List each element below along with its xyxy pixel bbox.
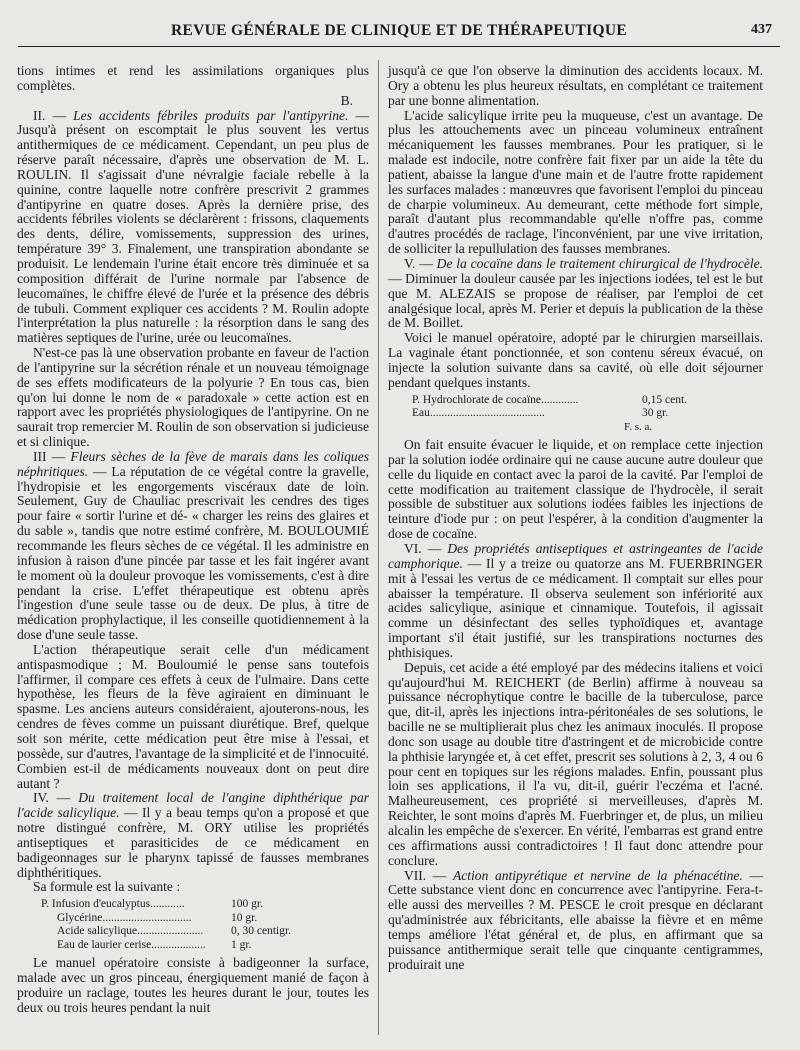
section-number: V. — <box>404 255 433 271</box>
paragraph: L'action thérapeutique serait celle d'un médicament antispasmodique ; M. Bouloumié le pense sans toutefois l'affirmer, il compare ces effets à ceux de l'ulmaire. Dans cette hypothèse, les fleurs de la fève agiraient en diminuant le spasme. Les anciens auteurs considéraient, ajouterons-nous, les cendres de fèves comme un puissant diurétique. Bref, quelque soit son mérite, cette médication peut être mise à l'essai, et possède, sur d'autres, l'avantage de la simplicité et de l'innocuité. Combien est-il de médicaments nouveaux dont on peut dire autant ? <box>17 641 369 791</box>
left-column <box>17 64 369 1016</box>
paragraph: Sa formule est la suivante : <box>33 879 181 895</box>
section-text: — La réputation de ce végétal contre la gravelle, l'hydropisie et les engorgements viscéraux date de loin. Seulement, Guy de Chauliac prescrivait les cendres des tiges pour faire « sortir l'urine et dé- « charger les reins des glaires et du sable », tandis que notre estimé confrère, M. BOULOUMIÉ recommande les fleurs sèches de ce végétal. Il les administre en infusion à raison d'une pincée par tasse et les fait ingérer avant le moment où la douleur provoque les vomissements, c'est à dire pendant la crise. L'effet thérapeutique est obtenu après l'ingestion d'une seule tasse ou de deux. De plus, à titre de médication prophylactique, il les conseille quotidiennement à la dose d'une seule tasse. <box>17 463 369 643</box>
formula-fsa: F. s. a. <box>624 420 653 433</box>
section-text: — Cette substance vient donc en concurrence avec l'antipyrine. Fera-t-elle aussi des merveilles ? M. PESCE le croit presque en déclarant qu'administrée aux fébricitants, elle abaisse la fièvre et en même temps améliore l'état général et, de plus, en affirmant que sa puissance antithermique serait telle que cinquante centigrammes, produirait une <box>388 867 763 972</box>
paragraph: Le manuel opératoire consiste à badigeonner la surface, malade avec un gros pinceau, énergiquement manié de façon à produire un raclage, toutes les heures durant le jour, toutes les deux ou trois heures pendant la nuit <box>17 955 369 1015</box>
formula-row: Acide salicylique....................... 0, 30 centigr. <box>57 925 292 938</box>
right-column <box>388 64 763 972</box>
section-number: II. — <box>33 107 67 123</box>
prescription-formula <box>41 898 369 952</box>
section-text: — Jusqu'à présent on escomptait le plus souvent les vertus antithermiques de ce médicament. Cependant, un peu plus de réserve paraît nécessaire, d'après une observation de M. L. ROULIN. Il s'agissait d'une névralgie faciale rebelle à la quinine, contre laquelle notre confrère prescrivit 2 grammes d'antipyrine en quatre doses. Après la dernière prise, des accidents fébriles violents se déclarèrent : frissons, claquements des dents, délire, vomissements, suppression des urines, température 39° 3. Finalement, une transpiration abondante se produisit. Le lendemain l'urine était encore très diminuée et sa composition différait de l'urine normale par l'absence de leucomaïnes, le chiffre élevé de l'urée et la présence des débris de tubuli. Comment expliquer ces accidents ? M. Roulin adopte l'interprétation la plus naturelle : la résorption dans le sang des matières septiques de l'urine, urée ou leucomaïnes. <box>17 107 370 346</box>
running-header <box>18 20 780 47</box>
section-v <box>388 257 763 331</box>
section-number: VII. — <box>404 867 447 883</box>
section-number: III — <box>33 448 66 464</box>
section-vii <box>388 869 763 973</box>
page-number: 437 <box>751 22 772 37</box>
journal-title: REVUE GÉNÉRALE DE CLINIQUE ET DE THÉRAPEUTIQUE <box>171 22 627 39</box>
section-iv <box>17 791 369 880</box>
section-text: — Il y a treize ou quatorze ans M. FUERBRINGER mit à l'essai les vertus de ce médicament. Il comptait sur elles pour abaisser la température. Il observa seulement son infériorité aux acides salicylique, asinique et cinnamique. Toutefois, il agissait comme un désinfectant des selles typhoïdiques et, avantage important s'il était justifié, sur les transpirations nocturnes des phthisiques. <box>388 555 763 660</box>
column-divider <box>378 60 379 1035</box>
section-text: — Il y a beau temps qu'on a proposé et que notre distingué confrère, M. ORY utilise les propriétés antiseptiques et parasiticides de ce médicament en badigeonnages sur le pharynx tapissé de fausses membranes diphthéritiques. <box>17 805 369 880</box>
paragraph: Depuis, cet acide a été employé par des médecins italiens et voici qu'aujourd'hui M. REICHERT (de Berlin) affirme à nouveau sa puissance nécrophytique contre le bacille de la tuberculose, parce que, dit-il, après les injections intra-péritonéales de ses solutions, le bacille ne se multiplierait plus chez les animaux inoculés. Il propose donc son usage au double titre d'astringent et de microbicide contre la phthisie laryngée et, à cet effet, prescrit ses solutions à 2, 3, 4 ou 6 pour cent en topiques sur les régions malades. Enfin, poussant plus loin ses applications, il l'a vu, dit-il, guérir l'eczéma et l'acné. Malheureusement, ces propriété si merveilleuses, d'après M. Reichter, le sont moins d'après M. Fuerbringer et, de plus, un milieu alcalin les empêche de s'exercer. En vérité, l'embarras est grand entre ces affirmations aussi contradictoires ! Il faut donc attendre pour conclure. <box>388 659 763 868</box>
formula-row: P. Hydrochlorate de cocaïne............. 0,15 cent. <box>412 393 688 406</box>
author-initial: B. <box>340 92 353 108</box>
section-iii <box>17 450 369 643</box>
section-number: VI. — <box>404 540 442 556</box>
section-number: IV. — <box>33 790 71 806</box>
section-title: Les accidents fébriles produits par l'antipyrine. <box>73 107 349 123</box>
formula-row: Glycérine............................... 10 gr. <box>57 911 258 924</box>
formula-row: Eau de laurier cerise................... 1 gr. <box>57 938 252 951</box>
formula-row: P. Infusion d'eucalyptus............ 100 gr. <box>41 898 263 911</box>
section-vi <box>388 542 763 661</box>
prescription-formula <box>412 394 763 435</box>
section-title: De la cocaïne dans le traitement chirurgical de l'hydrocèle. <box>436 255 764 271</box>
section-ii <box>17 109 369 347</box>
paragraph: tions intimes et rend les assimilations organiques plus complètes. <box>17 63 369 93</box>
paragraph: L'acide salicylique irrite peu la muqueuse, c'est un avantage. De plus les attouchements avec un pinceau volumineux entraînent mécaniquement les fausses membranes. Pour les pratiquer, si le malade est indocile, notre confrère fait fixer par un aide la tête du patient, abaisse la langue d'une main et de l'autre frotte rapidement les surfaces malades : manœuvres que favorisent l'emploi du pinceau de charpie volumineux. Au demeurant, cette méthode fort simple, paraît d'autant plus recommandable qu'elle n'offre pas, comme d'autres procédés de raclage, l'inconvénient, par une vive irritation, de solliciter la repullulation des fausses membranes. <box>388 107 763 257</box>
paragraph: Voici le manuel opératoire, adopté par le chirurgien marseillais. La vaginale étant ponctionnée, et son contenu séreux évacué, on injecte la solution suivante dans sa cavité, où elle doit séjourner pendant quelques instants. <box>388 330 763 390</box>
section-title: Action antipyrétique et nervine de la phénacétine. <box>452 867 743 883</box>
section-text: — Diminuer la douleur causée par les injections iodées, tel est le but que M. ALEZAIS se propose de réaliser, par l'emploi de cet analgésique local, après M. Perier et depuis la publication de la thèse de M. Boillet. <box>388 270 763 331</box>
paragraph: N'est-ce pas là une observation probante en faveur de l'action de l'antipyrine sur la sécrétion rénale et un nouveau témoignage de ses effets modificateurs de la polyurie ? En tous cas, bien qu'on lui donne le nom de « paradoxale » cette action est en rapport avec les propriétés physiologiques de l'antipyrine. On ne saurait trop remercier M. Roulin de son observation si judicieuse et si clinique. <box>17 345 369 450</box>
paragraph: jusqu'à ce que l'on observe la diminution des accidents locaux. M. Ory a obtenu les plus heureux résultats, en complétant ce traitement par une bonne alimentation. <box>388 63 763 108</box>
paragraph: On fait ensuite évacuer le liquide, et on remplace cette injection par la solution iodée ordinaire qui ne cause aucune autre douleur que celle du liquide en contact avec la paroi de la cavité. Par l'emploi de cette modification au traitement classique de l'hydrocèle, il serait possible de substituer aux solutions iodées faibles les injections de teinture d'iode pur : on peut l'espérer, à la condition d'augmenter la dose de cocaïne. <box>388 437 763 542</box>
section-title: Du traitement local de l'angine diphthérique par l'acide salicylique. <box>17 790 370 821</box>
section-title: Des propriétés antiseptiques et astringeantes de l'acide camphorique. <box>388 540 763 571</box>
formula-row: Eau........................................ 30 gr. <box>412 407 669 420</box>
section-title: Fleurs sèches de la fève de marais dans les coliques néphritiques. <box>17 448 369 479</box>
